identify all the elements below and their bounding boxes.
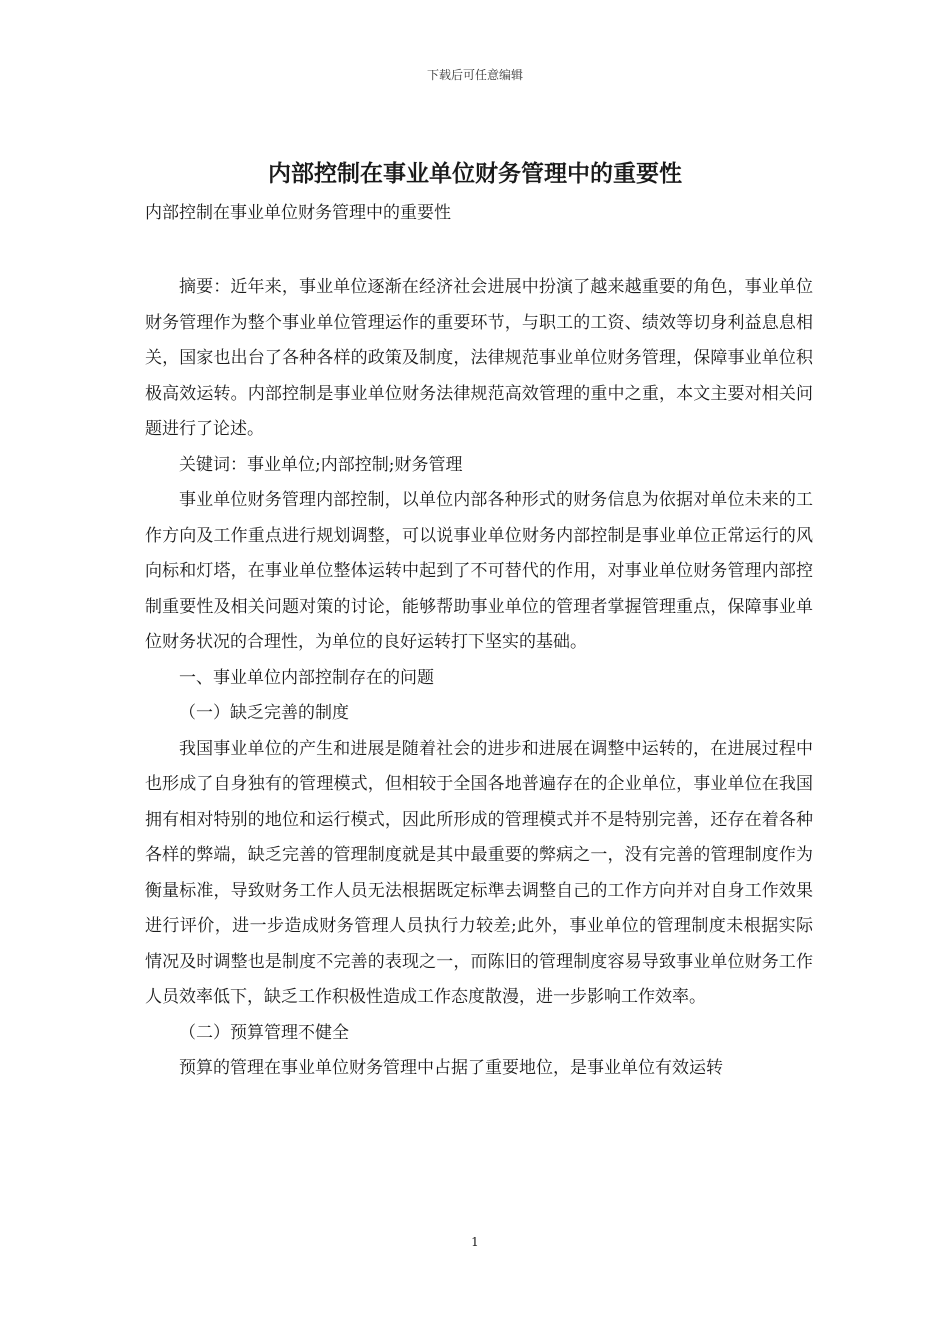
document-body <box>145 270 813 1087</box>
page-number: 1 <box>471 1235 479 1249</box>
body-paragraph: 预算的管理在事业单位财务管理中占据了重要地位，是事业单位有效运转 <box>179 1058 723 1078</box>
section-heading-1: 一、事业单位内部控制存在的问题 <box>179 667 434 688</box>
document-title: 内部控制在事业单位财务管理中的重要性 <box>268 160 682 187</box>
document-subtitle: 内部控制在事业单位财务管理中的重要性 <box>145 203 451 223</box>
body-paragraph: 我国事业单位的产生和进展是随着社会的进步和进展在调整中运转的，在进展过程中也形成了自身独有的管理模式，但相较于全国各地普遍存在的企业单位，事业单位在我国拥有相对特别的地位和运行模式，因此所形成的管理模式并不是特别完善，还存在着各种各样的弊端，缺乏完善的管理制度就是其中最重要的弊病之一，没有完善的管理制度作为衡量标准，导致财务工作人员无法根据既定标準去调整自己的工作方向并对自身工作效果进行评价，进一步造成财务管理人员执行力较差;此外，事业单位的管理制度未根据实际情况及时调整也是制度不完善的表现之一，而陈旧的管理制度容易导致事业单位财务工作人员效率低下，缺乏工作积极性造成工作态度散漫，进一步影响工作效率。 <box>145 738 813 1007</box>
subsection-heading-1: （一）缺乏完善的制度 <box>179 703 349 723</box>
intro-paragraph: 事业单位财务管理内部控制，以单位内部各种形式的财务信息为依据对单位未来的工作方向及工作重点进行规划调整，可以说事业单位财务内部控制是事业单位正常运行的风向标和灯塔，在事业单位整体运转中起到了不可替代的作用，对事业单位财务管理内部控制重要性及相关问题对策的讨论，能够帮助事业单位的管理者掌握管理重点，保障事业单位财务状况的合理性，为单位的良好运转打下坚实的基础。 <box>145 490 813 652</box>
subsection-heading-2: （二）预算管理不健全 <box>179 1022 349 1043</box>
abstract-paragraph: 摘要：近年来，事业单位逐渐在经济社会进展中扮演了越来越重要的角色，事业单位财务管理作为整个事业单位管理运作的重要环节，与职工的工资、绩效等切身利益息息相关，国家也出台了各种各样的政策及制度，法律规范事业单位财务管理，保障事业单位积极高效运转。内部控制是事业单位财务法律规范高效管理的重中之重，本文主要对相关问题进行了论述。 <box>145 277 813 439</box>
keywords-paragraph: 关键词：事业单位;内部控制;财务管理 <box>179 454 463 475</box>
page-header-note: 下载后可任意编辑 <box>426 68 523 82</box>
